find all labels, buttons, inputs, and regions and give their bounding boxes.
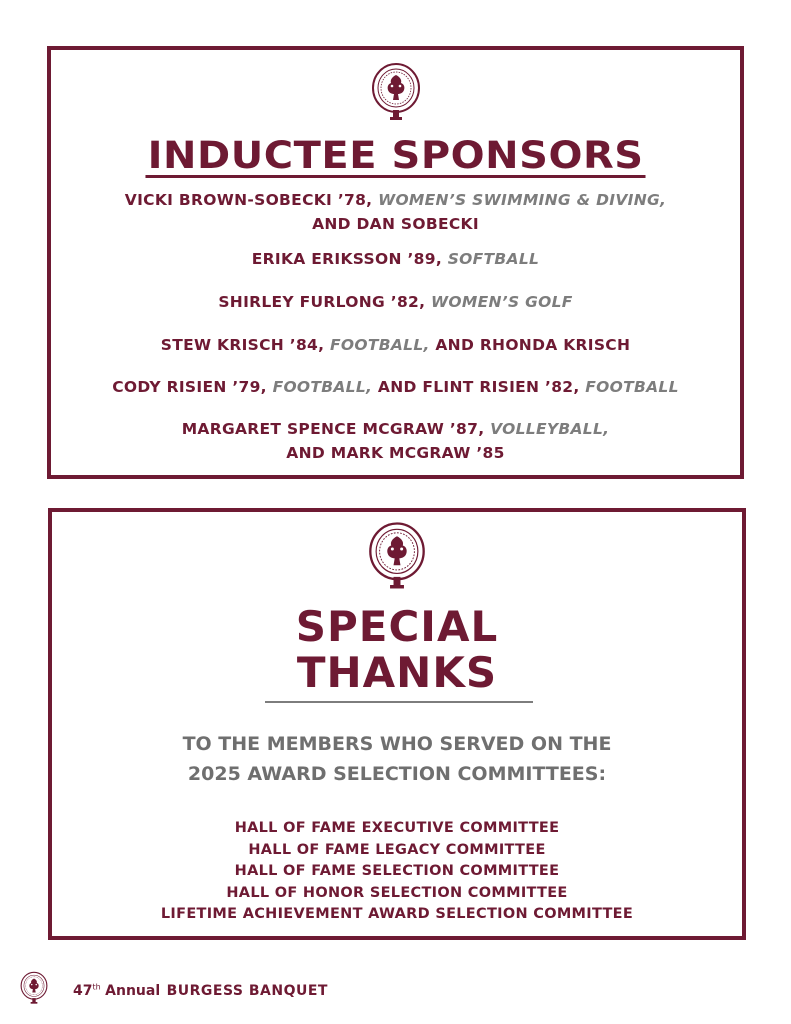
footer-seal-icon [20,971,48,1005]
sponsor-name: CODY RISIEN ’79, [112,378,273,396]
sponsor-sport: FOOTBALL, [330,336,430,354]
inductee-sponsors-panel [47,46,744,479]
title-divider [265,701,533,703]
sponsor-line [51,333,740,357]
special-thanks-title-line2: THANKS [296,648,498,697]
committee-item: HALL OF HONOR SELECTION COMMITTEE [226,884,568,901]
footer-event-name: BURGESS BANQUET [166,983,328,999]
seal-icon [368,520,426,592]
sponsor-name: ERIKA ERIKSSON ’89, [251,250,448,268]
thanks-subtitle-line1: TO THE MEMBERS WHO SERVED ON THE [182,733,612,755]
seal-icon [371,62,421,122]
sponsor-name: AND MARK MCGRAW ’85 [286,444,505,462]
sponsor-line [51,247,740,271]
inductee-sponsors-title: INDUCTEE SPONSORS [51,134,740,178]
sponsor-sport: WOMEN’S SWIMMING & DIVING, [378,191,667,209]
committee-item: HALL OF FAME SELECTION COMMITTEE [234,863,560,879]
committee-item: LIFETIME ACHIEVEMENT AWARD SELECTION COMMITTEE [160,906,634,922]
sponsor-line [51,441,740,465]
sponsor-name: AND RHONDA KRISCH [429,336,631,354]
page-footer [73,982,328,1000]
sponsor-line [51,290,740,314]
sponsor-line [51,417,740,441]
special-thanks-title-line1: SPECIAL [295,602,499,651]
sponsor-sport: FOOTBALL [585,378,679,396]
committee-item: HALL OF FAME EXECUTIVE COMMITTEE [234,820,560,836]
sponsor-name: AND DAN SOBECKI [312,215,479,233]
footer-edition-ordinal: th [92,982,101,992]
sponsor-name: VICKI BROWN-SOBECKI ’78, [124,191,379,209]
sponsor-line [51,212,740,236]
sponsor-line [51,188,740,212]
special-thanks-panel [48,508,746,940]
sponsor-sport: VOLLEYBALL, [490,420,610,438]
sponsor-sport: SOFTBALL [447,250,540,268]
committee-item: HALL OF FAME LEGACY COMMITTEE [248,841,546,858]
thanks-subtitle-line2: 2025 AWARD SELECTION COMMITTEES: [187,763,607,785]
special-thanks-title [52,604,742,696]
sponsor-name: SHIRLEY FURLONG ’82, [218,293,431,311]
sponsor-name: AND FLINT RISIEN ’82, [372,378,586,396]
footer-annual-label: Annual [105,983,161,999]
sponsor-line [51,375,740,399]
footer-edition-number: 47 [73,983,93,999]
sponsor-name: MARGARET SPENCE MCGRAW ’87, [181,420,491,438]
sponsor-sport: FOOTBALL, [272,378,373,396]
sponsor-sport: WOMEN’S GOLF [431,293,573,311]
sponsor-name: STEW KRISCH ’84, [160,336,331,354]
